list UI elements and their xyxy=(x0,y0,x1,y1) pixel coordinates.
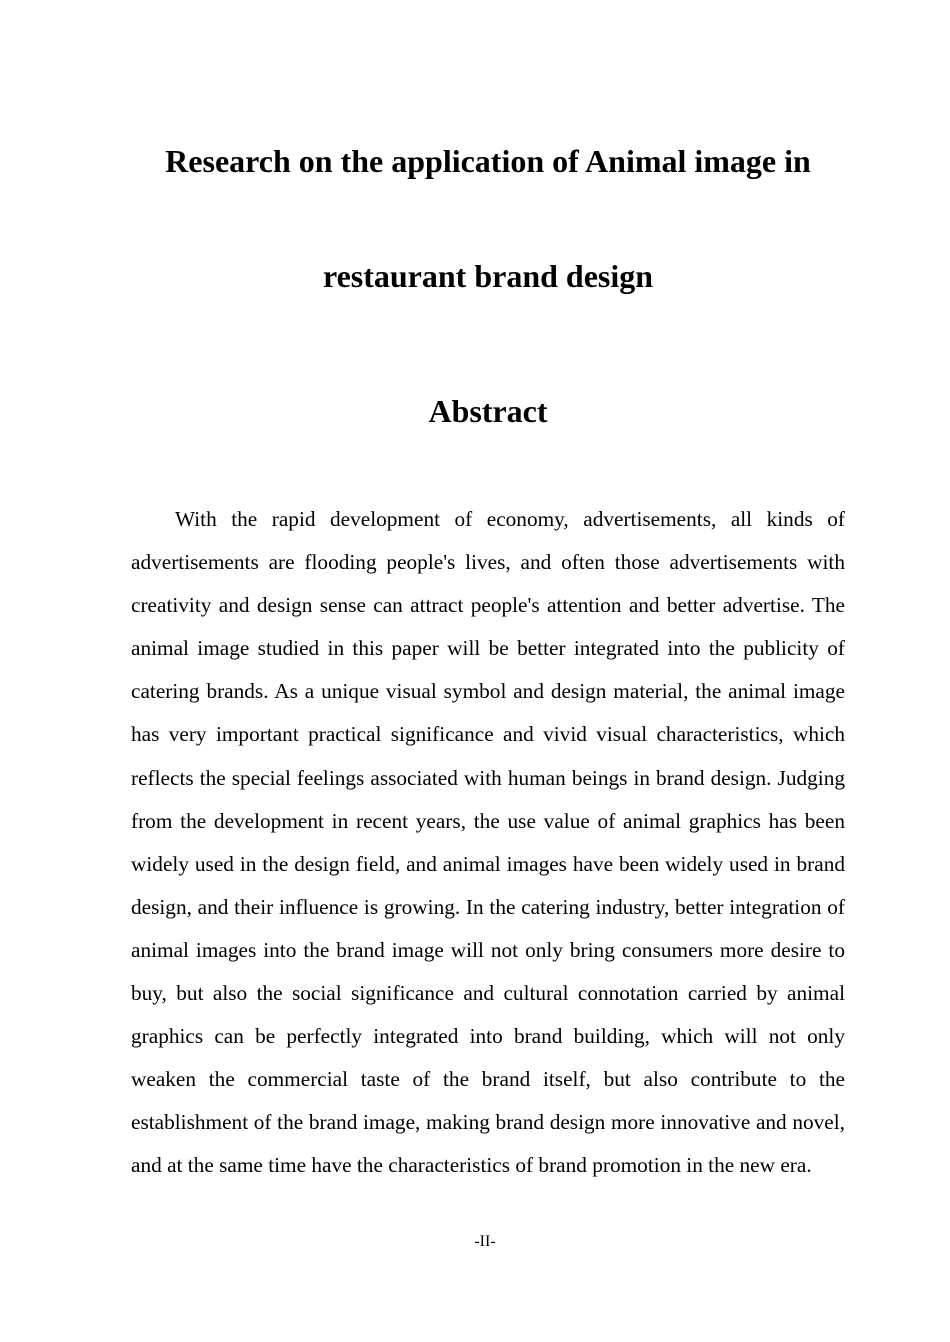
paper-title-line-1: Research on the application of Animal image in xyxy=(165,143,811,179)
paper-title-line-2: restaurant brand design xyxy=(322,258,654,294)
abstract-heading: Abstract xyxy=(428,393,548,429)
page-number: -II- xyxy=(474,1233,496,1250)
abstract-paragraph: With the rapid development of economy, advertisements, all kinds of advertisements are flooding people's lives, and often those advertisements with creativity and design sense can attract people's attention and better advertise. The animal image studied in this paper will be better integrated into the publicity of catering brands. As a unique visual symbol and design material, the animal image has very important practical significance and vivid visual characteristics, which reflects the special feelings associated with human beings in brand design. Judging from the development in recent years, the use value of animal graphics has been widely used in the design field, and animal images have been widely used in brand design, and their influence is growing. In the catering industry, better integration of animal images into the brand image will not only bring consumers more desire to buy, but also the social significance and cultural connotation carried by animal graphics can be perfectly integrated into brand building, which will not only weaken the commercial taste of the brand itself, but also contribute to the establishment of the brand image, making brand design more innovative and novel, and at the same time have the characteristics of brand promotion in the new era. xyxy=(131,507,845,1178)
